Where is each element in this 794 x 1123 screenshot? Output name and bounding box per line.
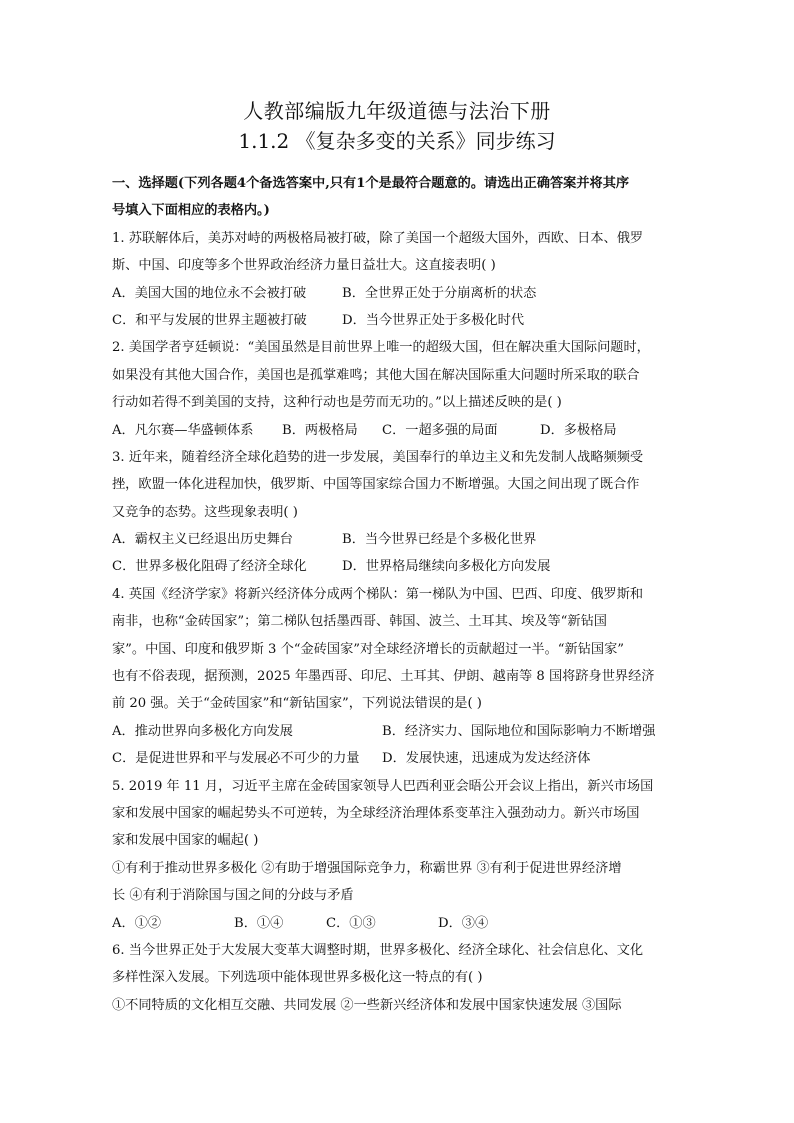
question-6 bbox=[112, 937, 686, 1019]
option-c[interactable]: C．一超多强的局面 bbox=[382, 422, 498, 438]
option-a[interactable]: A．①② bbox=[112, 915, 162, 931]
option-row bbox=[112, 718, 686, 745]
option-row bbox=[112, 417, 686, 444]
question-line: 长 ④有利于消除国与国之间的分歧与矛盾 bbox=[112, 888, 354, 904]
option-c[interactable]: C．和平与发展的世界主题被打破 bbox=[112, 312, 307, 328]
question-line: ①不同特质的文化相互交融、共同发展 ②一些新兴经济体和发展中国家快速发展 ③国际 bbox=[112, 997, 622, 1013]
option-d[interactable]: D．当今世界正处于多极化时代 bbox=[342, 312, 525, 328]
question-4 bbox=[112, 581, 686, 773]
question-line: 6. 当今世界正处于大发展大变革大调整时期，世界多极化、经济全球化、社会信息化、文化 bbox=[112, 942, 644, 958]
option-row bbox=[112, 910, 686, 937]
option-row bbox=[112, 280, 686, 307]
document-title: 人教部编版九年级道德与法治下册 bbox=[243, 99, 551, 123]
option-row bbox=[112, 553, 686, 580]
section-heading-line-2: 号填入下面相应的表格内。) bbox=[112, 203, 270, 219]
question-line: 挫，欧盟一体化进程加快，俄罗斯、中国等国家综合国力不断增强。大国之间出现了既合作 bbox=[112, 477, 640, 493]
question-line: 家”。中国、印度和俄罗斯 3 个“金砖国家”对全球经济增长的贡献超过一半。“新钻国家” bbox=[112, 641, 625, 657]
question-line: 家和发展中国家的崛起势头不可逆转，为全球经济治理体系变革注入强劲动力。新兴市场国 bbox=[112, 805, 640, 821]
question-line: 也有不俗表现，据预测，2025 年墨西哥、印尼、土耳其、伊朗、越南等 8 国将跻身世界经济 bbox=[112, 669, 655, 685]
option-a[interactable]: A．霸权主义已经退出历史舞台 bbox=[112, 532, 293, 548]
option-row bbox=[112, 526, 686, 553]
question-line: 南非，也称“金砖国家”；第二梯队包括墨西哥、韩国、波兰、土耳其、埃及等“新钻国 bbox=[112, 614, 607, 630]
question-line: 4. 英国《经济学家》将新兴经济体分成两个梯队：第一梯队为中国、巴西、印度、俄罗斯和 bbox=[112, 586, 644, 602]
section-heading-line-1: 一、选择题(下列各题4个备选答案中,只有1个是最符合题意的。请选出正确答案并将其序 bbox=[112, 176, 630, 191]
option-a[interactable]: A．凡尔赛—华盛顿体系 bbox=[112, 422, 254, 438]
option-b[interactable]: B．当今世界已经是个多极化世界 bbox=[342, 532, 537, 548]
option-d[interactable]: D．多极格局 bbox=[540, 422, 617, 438]
option-b[interactable]: B．①④ bbox=[234, 915, 284, 931]
document-body bbox=[112, 170, 686, 1019]
option-c[interactable]: C．世界多极化阻碍了经济全球化 bbox=[112, 559, 307, 575]
option-d[interactable]: D．③④ bbox=[438, 915, 489, 931]
option-a[interactable]: A．美国大国的地位永不会被打破 bbox=[112, 285, 307, 301]
option-row bbox=[112, 307, 686, 334]
question-line: 又竞争的态势。这些现象表明( ) bbox=[112, 504, 298, 520]
question-line: 3. 近年来，随着经济全球化趋势的进一步发展，美国奉行的单边主义和先发制人战略频频受 bbox=[112, 449, 644, 465]
option-row bbox=[112, 745, 686, 772]
question-line: 2. 美国学者亨廷顿说：“美国虽然是目前世界上唯一的超级大国，但在解决重大国际问题时， bbox=[112, 340, 650, 356]
option-a[interactable]: A．推动世界向多极化方向发展 bbox=[112, 723, 293, 739]
question-line: 行动如若得不到美国的支持，这种行动也是劳而无功的。”以上描述反映的是( ) bbox=[112, 395, 562, 411]
document-subtitle: 1.1.2 《复杂多变的关系》同步练习 bbox=[238, 129, 556, 153]
option-c[interactable]: C．是促进世界和平与发展必不可少的力量 bbox=[112, 751, 360, 767]
option-b[interactable]: B．经济实力、国际地位和国际影响力不断增强 bbox=[382, 723, 656, 739]
option-b[interactable]: B．两极格局 bbox=[282, 422, 358, 438]
question-line: 家和发展中国家的崛起( ) bbox=[112, 833, 259, 849]
question-line: 如果没有其他大国合作，美国也是孤掌难鸣；其他大国在解决国际重大问题时所采取的联合 bbox=[112, 367, 640, 383]
question-1 bbox=[112, 225, 686, 335]
option-b[interactable]: B．全世界正处于分崩离析的状态 bbox=[342, 285, 537, 301]
question-line: 斯、中国、印度等多个世界政治经济力量日益壮大。这直接表明( ) bbox=[112, 258, 496, 274]
question-line: 前 20 强。关于“金砖国家”和“新钻国家”，下列说法错误的是( ) bbox=[112, 696, 482, 712]
question-line: 5. 2019 年 11 月，习近平主席在金砖国家领导人巴西利亚会晤公开会议上指出，新兴市场国 bbox=[112, 778, 654, 794]
option-d[interactable]: D．世界格局继续向多极化方向发展 bbox=[342, 559, 551, 575]
question-3 bbox=[112, 444, 686, 581]
option-c[interactable]: C．①③ bbox=[326, 915, 376, 931]
question-line: ①有利于推动世界多极化 ②有助于增强国际竞争力，称霸世界 ③有利于促进世界经济增 bbox=[112, 860, 622, 876]
question-line: 多样性深入发展。下列选项中能体现世界多极化这一特点的有( ) bbox=[112, 970, 483, 986]
question-5 bbox=[112, 773, 686, 937]
question-2 bbox=[112, 334, 686, 444]
option-d[interactable]: D．发展快速，迅速成为发达经济体 bbox=[382, 751, 591, 767]
question-line: 1. 苏联解体后，美苏对峙的两极格局被打破，除了美国一个超级大国外，西欧、日本、俄罗 bbox=[112, 230, 644, 246]
